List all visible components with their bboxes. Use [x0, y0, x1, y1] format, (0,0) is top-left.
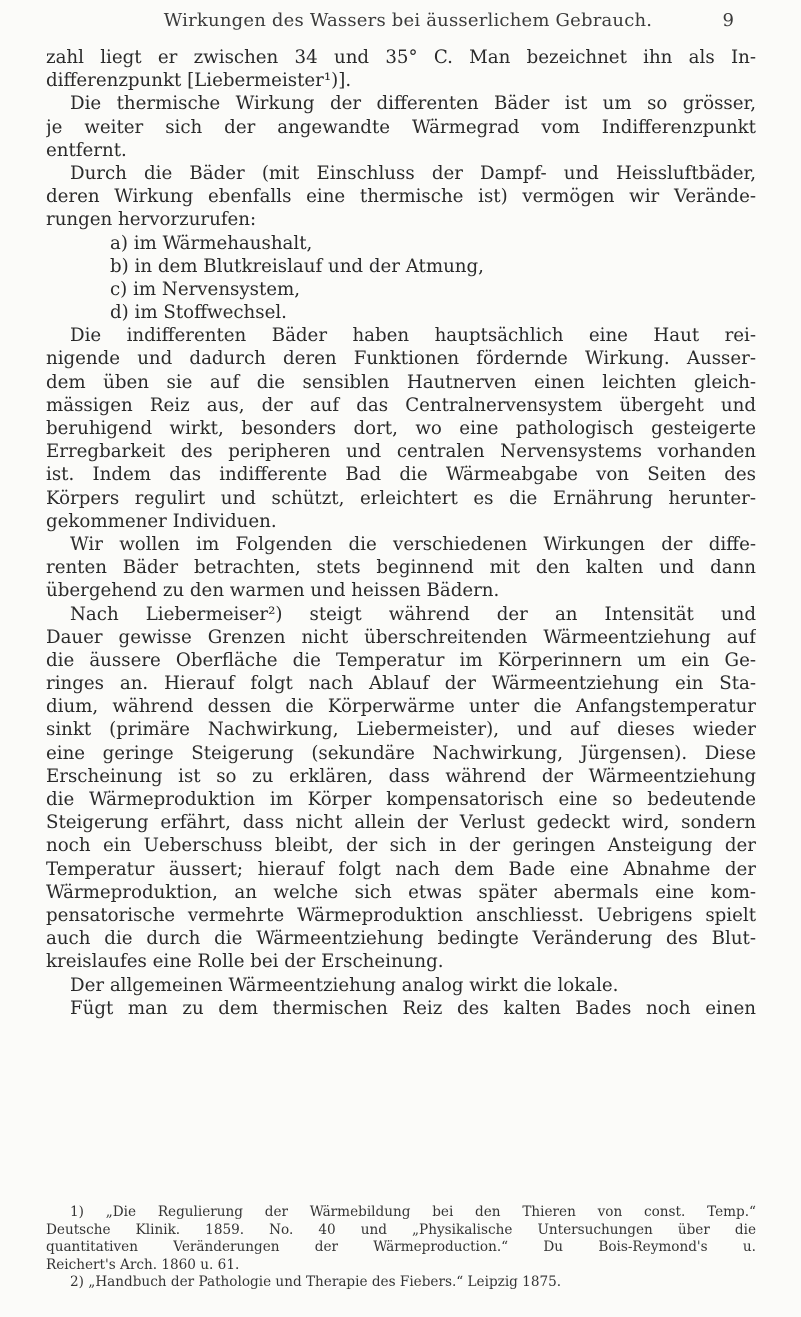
text-line: je weiter sich der angewandte Wärmegrad vom Indifferenzpunkt	[46, 116, 756, 138]
text-line: rungen hervorzurufen:	[46, 209, 257, 231]
footnote-line: Deutsche Klinik. 1859. No. 40 und „Physikalische Untersuchungen über die	[46, 1221, 756, 1238]
text-line: dium, während dessen die Körperwärme unter die Anfangstemperatur	[46, 696, 756, 718]
text-line: noch ein Ueberschuss bleibt, der sich in der geringen Ansteigung der	[46, 835, 756, 857]
footnote-line: 2) „Handbuch der Pathologie und Therapie des Fiebers.“ Leipzig 1875.	[70, 1274, 562, 1290]
text-line: Temperatur äussert; hierauf folgt nach dem Bade eine Abnahme der	[46, 858, 756, 880]
text-line: Die thermische Wirkung der differenten Bäder ist um so grösser,	[70, 93, 756, 115]
text-line: die äussere Oberfläche die Temperatur im Körperinnern um ein Ge-	[46, 649, 756, 671]
footnote-line: quantitativen Veränderungen der Wärmeproduction.“ Du Bois-Reymond's u.	[46, 1239, 756, 1255]
text-line: pensatorische vermehrte Wärmeproduktion anschliesst. Uebrigens spielt	[46, 904, 756, 926]
text-line: die Wärmeproduktion im Körper kompensatorisch eine so bedeutende	[46, 789, 756, 810]
text-line: sinkt (primäre Nachwirkung, Liebermeister), und auf dieses wieder	[46, 719, 756, 741]
text-line: kreislaufes eine Rolle bei der Erscheinung.	[46, 951, 444, 973]
text-line: zahl liegt er zwischen 34 und 35° C. Man bezeichnet ihn als In-	[46, 47, 756, 68]
text-line: Dauer gewisse Grenzen nicht überschreitenden Wärmeentziehung auf	[46, 626, 756, 648]
text-line: auch die durch die Wärmeentziehung bedingte Veränderung des Blut-	[46, 928, 756, 950]
text-line: deren Wirkung ebenfalls eine thermische ist) vermögen wir Verände-	[46, 186, 756, 208]
text-line: Die indifferenten Bäder haben hauptsächlich eine Haut rei-	[70, 325, 756, 347]
text-line: Erscheinung ist so zu erklären, dass während der Wärmeentziehung	[46, 765, 756, 787]
text-line: Körpers regulirt und schützt, erleichtert es die Ernährung herunter-	[46, 487, 756, 509]
text-line: Steigerung erfährt, dass nicht allein der Verlust gedeckt wird, sondern	[46, 812, 756, 834]
footnote-line: Reichert's Arch. 1860 u. 61.	[46, 1256, 240, 1273]
page-header	[122, 10, 734, 34]
text-line: c) im Nervensystem,	[110, 278, 301, 300]
text-line: ist. Indem das indifferente Bad die Wärmeabgabe von Seiten des	[46, 464, 756, 486]
text-line: entfernt.	[46, 139, 127, 161]
footnote-line: 1) „Die Regulierung der Wärmebildung bei den Thieren von const. Temp.“	[70, 1204, 756, 1220]
text-line: Fügt man zu dem thermischen Reiz des kalten Bades noch einen	[70, 997, 756, 1019]
text-line: a) im Wärmehaushalt,	[110, 232, 313, 254]
footnotes	[46, 1204, 756, 1292]
text-line: übergehend zu den warmen und heissen Bädern.	[46, 580, 500, 602]
text-line: renten Bäder betrachten, stets beginnend mit den kalten und dann	[46, 557, 756, 579]
text-line: beruhigend wirkt, besonders dort, wo eine pathologisch gesteigerte	[46, 418, 756, 439]
text-line: Der allgemeinen Wärmeentziehung analog wirkt die lokale.	[70, 974, 619, 996]
text-line: nigende und dadurch deren Funktionen fördernde Wirkung. Ausser-	[46, 348, 756, 370]
text-line: eine geringe Steigerung (sekundäre Nachwirkung, Jürgensen). Diese	[46, 742, 756, 764]
text-line: d) im Stoffwechsel.	[110, 302, 287, 324]
text-line: gekommener Individuen.	[46, 510, 277, 532]
text-line: Wärmeproduktion, an welche sich etwas später abermals eine kom-	[46, 881, 756, 903]
text-line: ringes an. Hierauf folgt nach Ablauf der Wärmeentziehung ein Sta-	[46, 673, 756, 695]
text-line: Wir wollen im Folgenden die verschiedenen Wirkungen der diffe-	[70, 533, 756, 555]
text-line: Nach Liebermeiser²) steigt während der an Intensität und	[70, 603, 756, 625]
text-line: b) in dem Blutkreislauf und der Atmung,	[110, 255, 484, 277]
page-number: 9	[722, 10, 734, 31]
running-head: Wirkungen des Wassers bei äusserlichem Gebrauch.	[163, 10, 653, 31]
text-line: mässigen Reiz aus, der auf das Centralnervensystem übergeht und	[46, 394, 756, 416]
text-line: differenzpunkt [Liebermeister¹)].	[46, 70, 352, 92]
text-line: dem üben sie auf die sensiblen Hautnerven einen leichten gleich-	[46, 371, 756, 393]
text-line: Durch die Bäder (mit Einschluss der Dampf- und Heissluftbäder,	[70, 162, 756, 184]
body-text	[46, 46, 756, 1020]
text-line: Erregbarkeit des peripheren und centralen Nervensystems vorhanden	[46, 441, 756, 463]
